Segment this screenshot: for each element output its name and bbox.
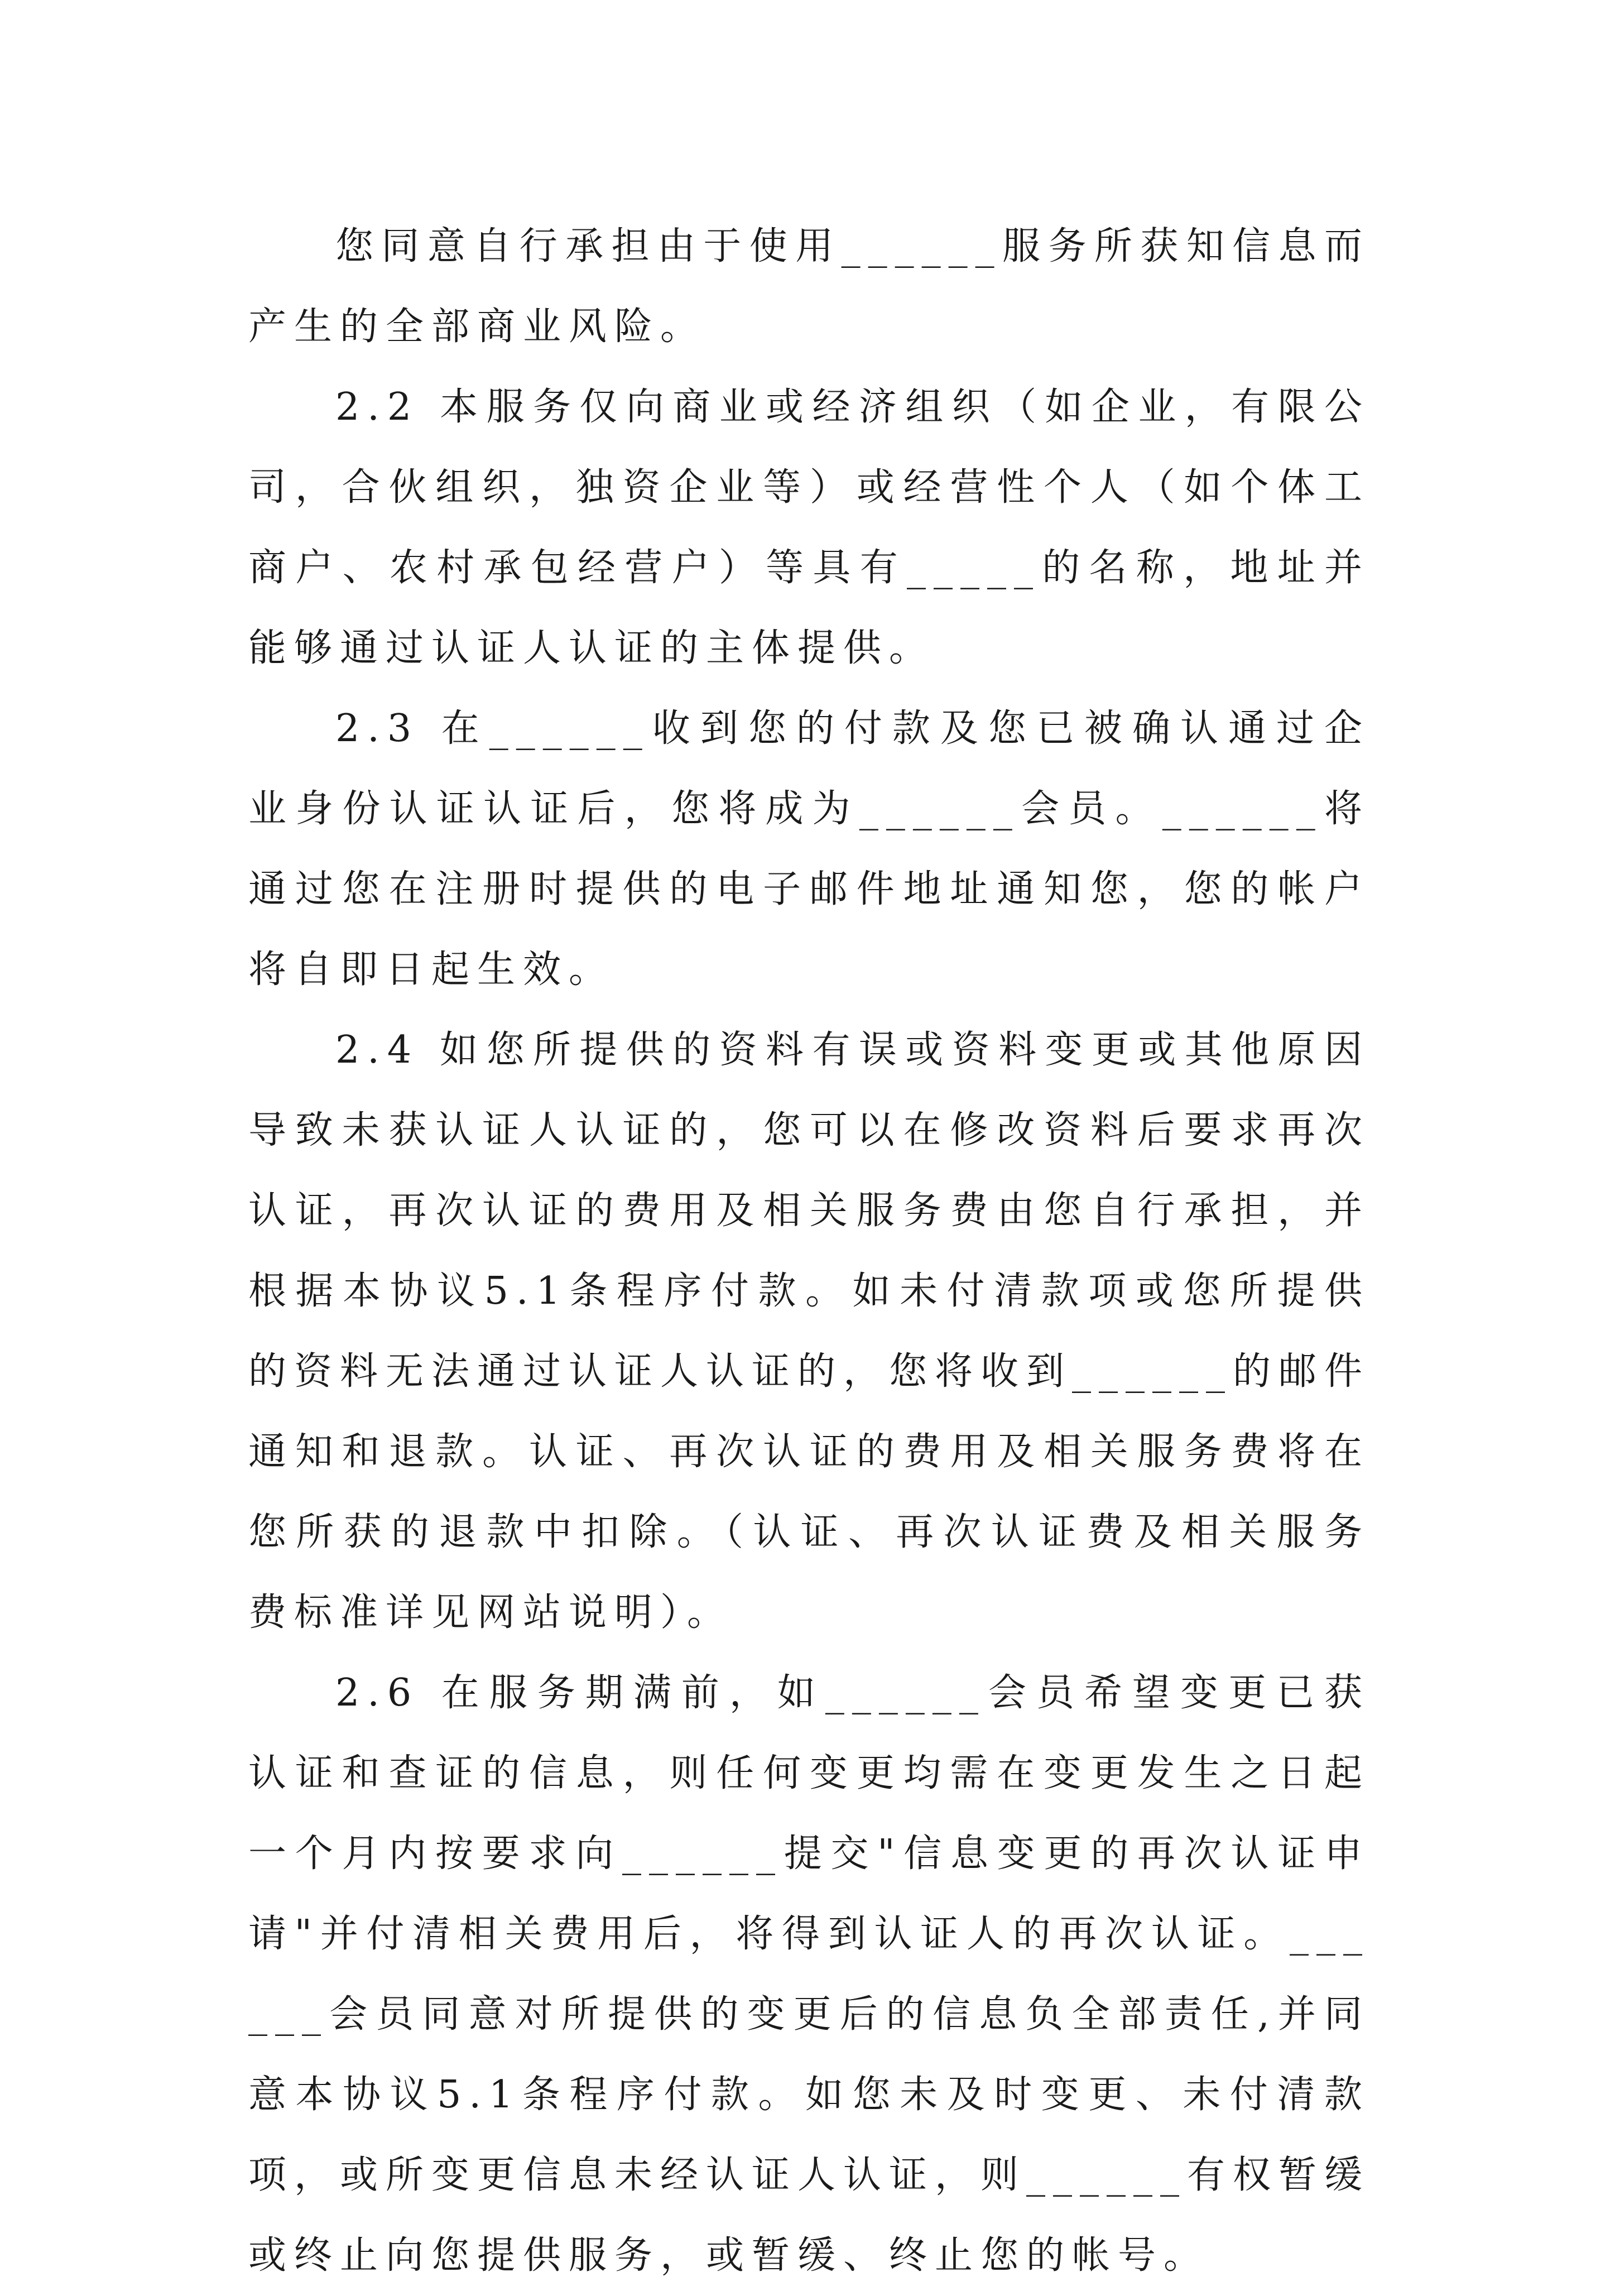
- paragraph-2-2: 2.2 本服务仅向商业或经济组织（如企业，有限公司，合伙组织，独资企业等）或经营性个人（如个体工商户、农村承包经营户）等具有_____的名称，地址并能够通过认证人认证的主体提供。: [248, 385, 1370, 670]
- paragraph-business-risk: 您同意自行承担由于使用______服务所获知信息而产生的全部商业风险。: [248, 224, 1370, 349]
- paragraph-2-3: 2.3 在______收到您的付款及您已被确认通过企业身份认证认证后，您将成为______会员。______将通过您在注册时提供的电子邮件地址通知您，您的帐户将自即日起生效。: [248, 707, 1370, 992]
- paragraph-2-4: 2.4 如您所提供的资料有误或资料变更或其他原因导致未获认证人认证的，您可以在修改资料后要求再次认证，再次认证的费用及相关服务费由您自行承担，并根据本协议5.1条程序付款。如未付清款项或您所提供的资料无法通过认证人认证的，您将收到______的邮件通知和退款。认证、再次认证的费用及相关服务费将在您所获的退款中扣除。（认证、再次认证费及相关服务费标准详见网站说明）。: [248, 1028, 1371, 1635]
- paragraph-2-6: 2.6 在服务期满前，如______会员希望变更已获认证和查证的信息，则任何变更均需在变更发生之日起一个月内按要求向______提交"信息变更的再次认证申请"并付清相关费用后，将得到认证人的再次认证。______会员同意对所提供的变更后的信息负全部责任,并同意本协议5.1条程序付款。如您未及时变更、未付清款项，或所变更信息未经认证人认证，则______有权暂缓或终止向您提供服务，或暂缓、终止您的帐号。: [248, 1671, 1371, 2278]
- document-body: [248, 206, 1370, 2296]
